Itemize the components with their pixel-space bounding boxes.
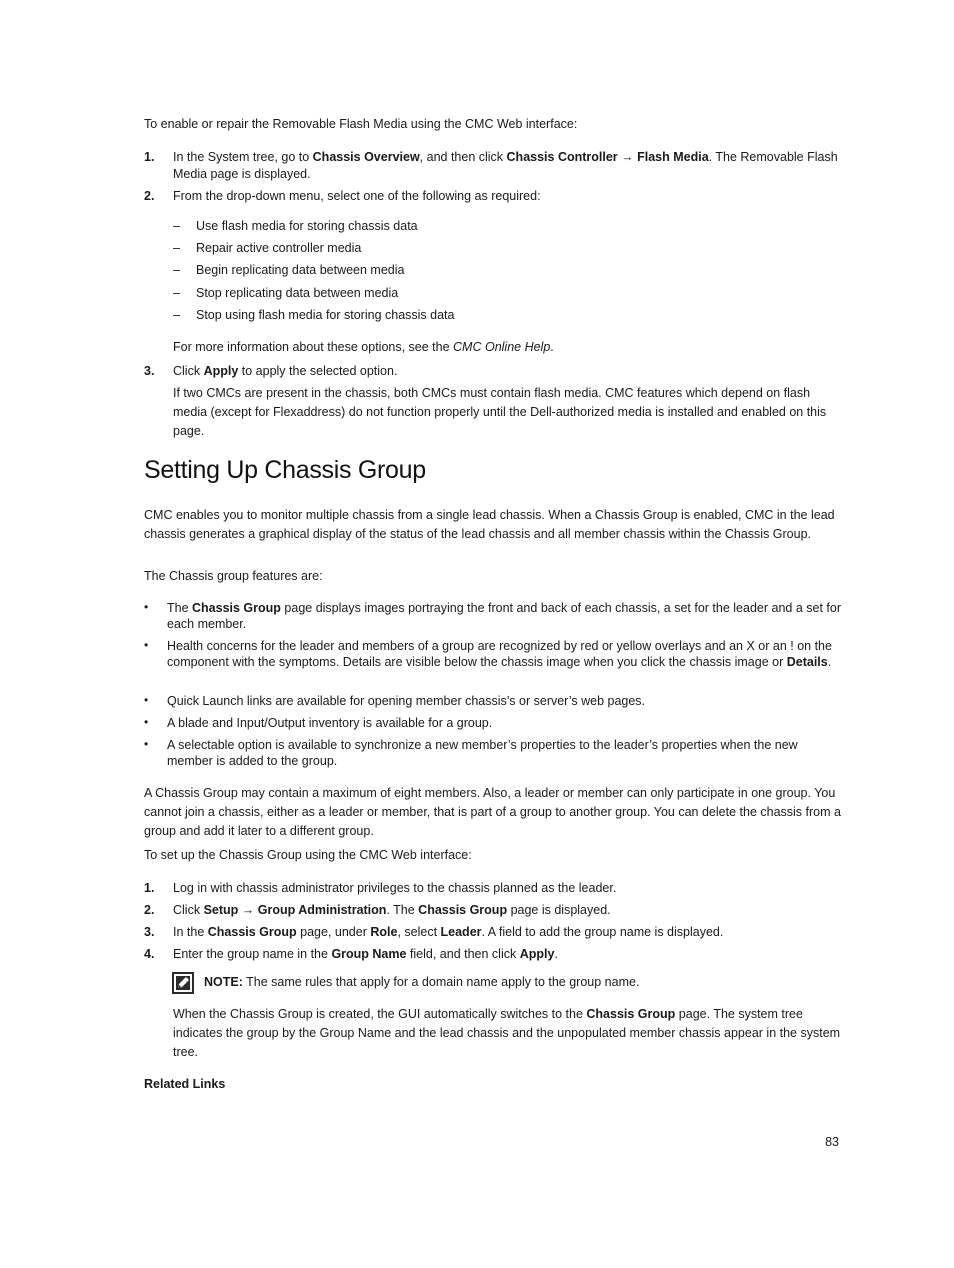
step-note-text: If two CMCs are present in the chassis, both CMCs must contain flash media. CMC features which depend on flash media (except for Flexaddress) do not function properly until the Dell-authorized media is installed and enabled on this page. — [173, 386, 827, 438]
bullet-item: Health concerns for the leader and members of a group are recognized by red or yellow overlays and an X or an ! on the component with the symptoms. Details are visible below the chassis image when you click the chassis image or Details. — [167, 639, 832, 669]
intro-text: To enable or repair the Removable Flash Media using the CMC Web interface: — [144, 117, 578, 131]
option-item: Use flash media for storing chassis data — [196, 219, 418, 233]
bullet-item: A blade and Input/Output inventory is available for a group. — [167, 716, 493, 730]
dash-marker: – — [173, 286, 180, 300]
step-text: In the Chassis Group page, under Role, select Leader. A field to add the group name is displayed. — [173, 925, 724, 939]
page-number: 83 — [825, 1135, 839, 1149]
dash-marker: – — [173, 241, 180, 255]
step-text: Log in with chassis administrator privileges to the chassis planned as the leader. — [173, 881, 617, 895]
step-number: 1. — [144, 150, 155, 164]
step-number: 4. — [144, 947, 155, 961]
bullet-item: The Chassis Group page displays images portraying the front and back of each chassis, a set for the leader and a set for each member. — [167, 601, 841, 631]
more-info-text: For more information about these options, see the CMC Online Help. — [173, 340, 554, 354]
note-pencil-icon — [172, 972, 194, 994]
body-paragraph: CMC enables you to monitor multiple chassis from a single lead chassis. When a Chassis Group is enabled, CMC in the lead chassis generates a graphical display of the status of the lead chassis and all member chassis within the Chassis Group. — [144, 508, 835, 541]
step-text: Enter the group name in the Group Name field, and then click Apply. — [173, 947, 558, 961]
step-number: 2. — [144, 903, 155, 917]
option-item: Begin replicating data between media — [196, 263, 405, 277]
dash-marker: – — [173, 263, 180, 277]
body-paragraph: A Chassis Group may contain a maximum of eight members. Also, a leader or member can only participate in one group. You cannot join a chassis, either as a leader or member, that is part of a group to another group. You can delete the chassis from a group and add it later to a different group. — [144, 786, 841, 838]
bullet-marker: • — [144, 638, 149, 652]
after-note-text: When the Chassis Group is created, the GUI automatically switches to the Chassis Group page. The system tree indicates the group by the Group Name and the lead chassis and the unpopulated member chassis appear in the system tree. — [173, 1007, 841, 1059]
note-text: NOTE: The same rules that apply for a domain name apply to the group name. — [204, 975, 640, 989]
bullet-item: A selectable option is available to synchronize a new member’s properties to the leader’s properties when the new member is added to the group. — [167, 738, 798, 768]
related-links-heading: Related Links — [144, 1077, 226, 1091]
step-number: 1. — [144, 881, 155, 895]
bullet-marker: • — [144, 693, 149, 707]
body-paragraph: To set up the Chassis Group using the CMC Web interface: — [144, 848, 472, 862]
step-text: Click Setup → Group Administration. The Chassis Group page is displayed. — [173, 903, 611, 917]
option-item: Stop using flash media for storing chassis data — [196, 308, 455, 322]
step-number: 3. — [144, 925, 155, 939]
bullet-item: Quick Launch links are available for opening member chassis’s or server’s web pages. — [167, 694, 646, 708]
section-heading: Setting Up Chassis Group — [144, 456, 426, 484]
step-text: In the System tree, go to Chassis Overview, and then click Chassis Controller → Flash Media. The Removable Flash Media page is displayed. — [173, 150, 838, 181]
bullet-marker: • — [144, 600, 149, 614]
bullet-marker: • — [144, 737, 149, 751]
option-item: Repair active controller media — [196, 241, 362, 255]
dash-marker: – — [173, 308, 180, 322]
bullet-marker: • — [144, 715, 149, 729]
step-number: 3. — [144, 364, 155, 378]
option-item: Stop replicating data between media — [196, 286, 399, 300]
step-number: 2. — [144, 189, 155, 203]
step-text: From the drop-down menu, select one of the following as required: — [173, 189, 541, 203]
body-paragraph: The Chassis group features are: — [144, 569, 323, 583]
dash-marker: – — [173, 219, 180, 233]
step-text: Click Apply to apply the selected option. — [173, 364, 398, 378]
